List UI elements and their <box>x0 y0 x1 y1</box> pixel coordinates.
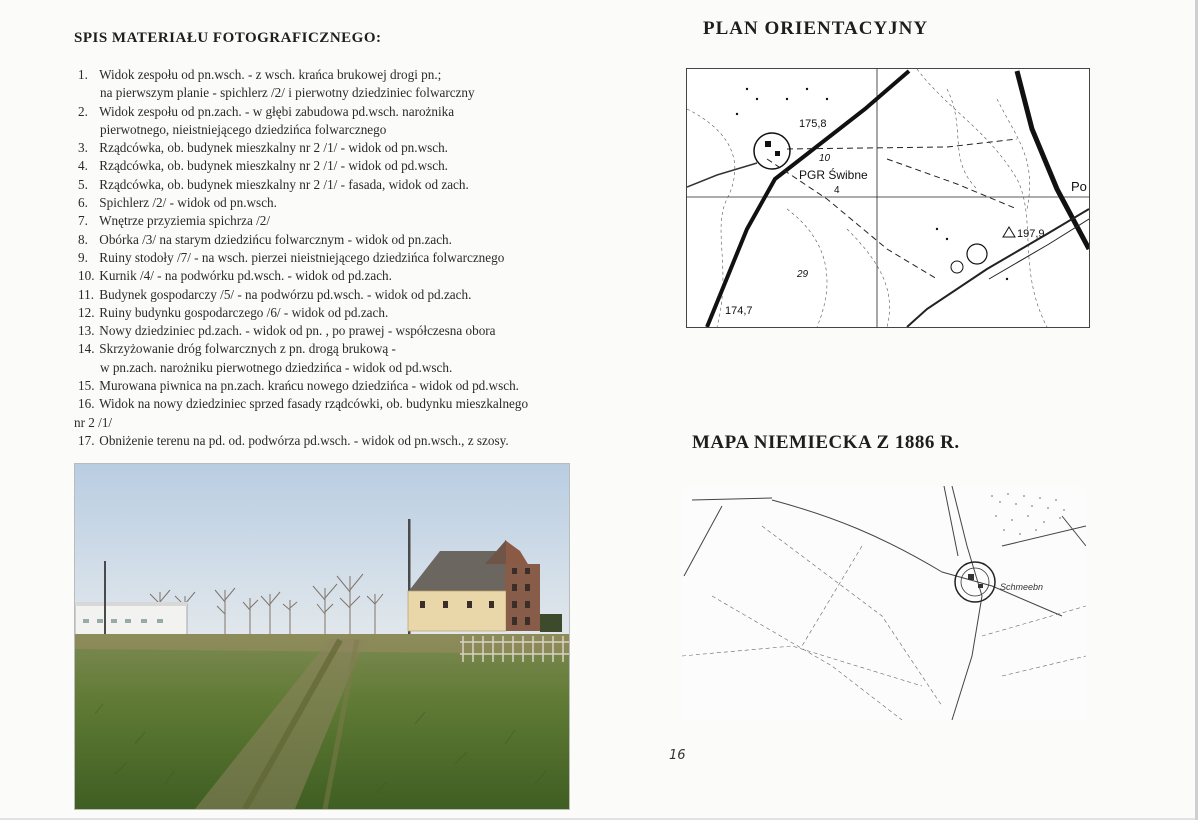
photo-list-item-text: Widok zespołu od pn.zach. - w głębi zabudowa pd.wsch. narożnika <box>99 103 455 119</box>
photo-list-item-continuation: na pierwszym planie - spichlerz /2/ i pierwotny dziedziniec folwarczny <box>100 85 475 101</box>
photo-list-item-text: Rządcówka, ob. budynek mieszkalny nr 2 /1/ - widok od pd.wsch. <box>99 158 448 174</box>
photo-list-item-text: Widok na nowy dziedziniec sprzed fasady rządcówki, ob. budynku mieszkalnego <box>99 396 529 412</box>
photo-list-item <box>78 139 598 157</box>
photo-list-item-number: 12. <box>78 304 95 320</box>
photo-list-item-text: Widok zespołu od pn.wsch. - z wsch. krańca brukowej drogi pn.; <box>99 67 442 82</box>
farm-photo <box>74 463 570 810</box>
photo-list-item-number: 6. <box>78 195 88 211</box>
pgr-label: PGR Świbne <box>799 168 868 182</box>
photo-list-item-number: 1. <box>78 67 88 82</box>
map-number-29: 29 <box>797 269 809 280</box>
photo-list-item <box>78 304 598 322</box>
orientation-map-image <box>687 69 1089 327</box>
photo-list-item <box>74 395 598 432</box>
photo-list-item-number: 11. <box>78 286 94 302</box>
photo-list-item-number: 10. <box>78 268 95 284</box>
orientation-map <box>686 68 1090 328</box>
photo-list-item-text: Obniżenie terenu na pd. od. podwórza pd.wsch. - widok od pn.wsch., z szosy. <box>99 432 509 448</box>
photo-list-item <box>78 212 598 230</box>
photo-list-item <box>78 377 598 395</box>
photo-list-item-text: Ruiny budynku gospodarczego /6/ - widok od pd.zach. <box>99 304 389 320</box>
elevation-label-175: 175,8 <box>799 118 827 130</box>
photo-list-item <box>78 267 598 285</box>
german-map-title: MAPA NIEMIECKA Z 1886 R. <box>692 432 960 453</box>
map-number-10: 10 <box>819 153 831 164</box>
photo-list-item-number: 5. <box>78 176 88 192</box>
photo-list-item-number: 8. <box>78 231 88 247</box>
photo-list-item-text: Murowana piwnica na pn.zach. krańcu nowego dziedzińca - widok od pd.wsch. <box>99 378 519 394</box>
photo-list-item-text: Rządcówka, ob. budynek mieszkalny nr 2 /1/ - fasada, widok od zach. <box>99 176 469 192</box>
photo-list-item-number: 16. <box>78 396 95 412</box>
map-number-4: 4 <box>834 185 840 196</box>
photo-list-item-number: 14. <box>78 341 95 357</box>
photo-list-item <box>78 286 598 304</box>
town-label-po: Po <box>1071 179 1087 194</box>
elevation-label-174: 174,7 <box>725 305 753 317</box>
photo-list-item <box>78 231 598 249</box>
photo-list-item-continuation: nr 2 /1/ <box>74 414 113 430</box>
photo-list-item-number: 4. <box>78 158 88 174</box>
elevation-label-197: 197,9 <box>1017 228 1045 240</box>
photo-list-title: SPIS MATERIAŁU FOTOGRAFICZNEGO: <box>74 30 382 46</box>
photo-list-item-text: Wnętrze przyziemia spichrza /2/ <box>99 213 271 229</box>
plan-title: PLAN ORIENTACYJNY <box>703 18 929 39</box>
photo-list-item <box>78 340 598 377</box>
photo-list-item-number: 7. <box>78 213 88 229</box>
photo-list-item <box>78 66 598 103</box>
photo-list-item-text: Obórka /3/ na starym dziedzińcu folwarcznym - widok od pn.zach. <box>99 231 452 247</box>
photo-list-item-number: 9. <box>78 249 88 265</box>
photo-list-item-continuation: w pn.zach. narożniku pierwotnego dziedzińca - widok od pd.wsch. <box>100 359 453 375</box>
photo-list-item <box>78 322 598 340</box>
photo-list-item-text: Ruiny stodoły /7/ - na wsch. pierzei nieistniejącego dziedzińca folwarcznego <box>99 249 505 265</box>
photo-list-item <box>78 157 598 175</box>
german-map-1886 <box>682 486 1086 720</box>
photo-list-item-text: Skrzyżowanie dróg folwarcznych z pn. drogą brukową - <box>99 341 396 357</box>
photo-list-item <box>78 432 598 450</box>
photo-list-item-text: Nowy dziedziniec pd.zach. - widok od pn. , po prawej - współczesna obora <box>99 323 496 339</box>
photo-list-item <box>78 103 598 140</box>
photo-list-item <box>78 194 598 212</box>
german-place-label: Schmeebn <box>1000 582 1044 592</box>
photo-list-item-number: 2. <box>78 103 88 119</box>
photo-list-item-text: Budynek gospodarczy /5/ - na podwórzu pd.wsch. - widok od pd.zach. <box>99 286 472 302</box>
page-number: 16 <box>669 748 686 763</box>
photo-list-item-number: 17. <box>78 432 95 448</box>
photo-list-item <box>78 176 598 194</box>
photo-list-item-text: Rządcówka, ob. budynek mieszkalny nr 2 /1/ - widok od pn.wsch. <box>99 140 448 156</box>
photo-list <box>74 66 598 450</box>
photo-list-item-text: Spichlerz /2/ - widok od pn.wsch. <box>99 195 277 211</box>
photo-list-item-number: 3. <box>78 140 88 156</box>
farm-photo-image <box>75 464 569 809</box>
german-map-image <box>682 486 1086 720</box>
photo-list-item <box>78 249 598 267</box>
photo-list-item-text: Kurnik /4/ - na podwórku pd.wsch. - widok od pd.zach. <box>99 268 392 284</box>
photo-list-item-number: 15. <box>78 378 95 394</box>
photo-list-item-continuation: pierwotnego, nieistniejącego dziedzińca folwarcznego <box>100 121 387 137</box>
photo-list-item-number: 13. <box>78 323 95 339</box>
